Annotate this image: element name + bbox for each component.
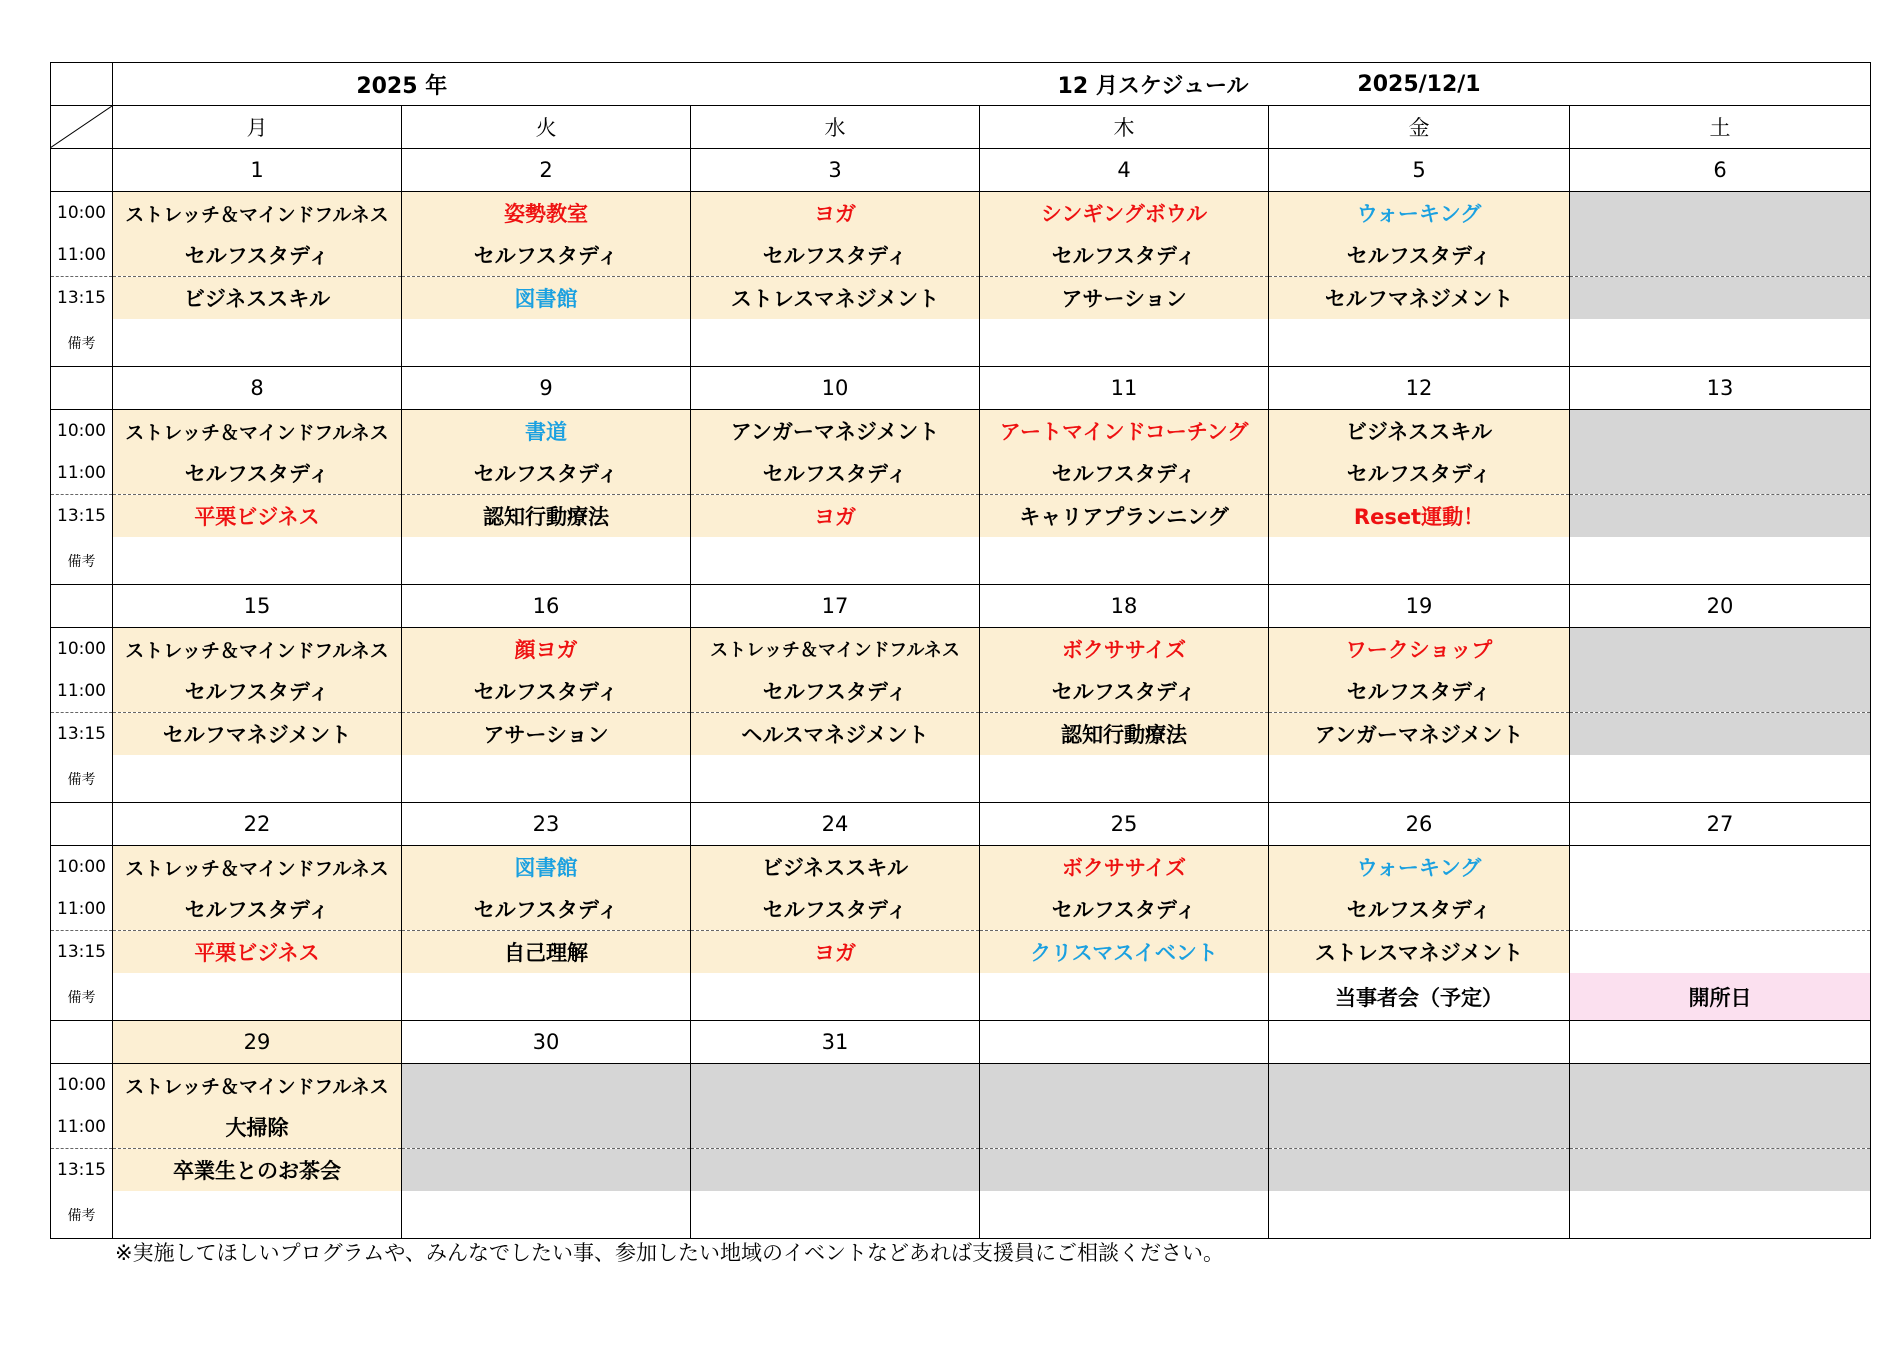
notes-cell xyxy=(402,319,691,367)
program-cell xyxy=(1570,234,1871,277)
program-cell: クリスマスイベント xyxy=(980,931,1269,974)
program-cell: セルフスタディ xyxy=(113,670,402,713)
program-cell: ストレッチ＆マインドフルネス xyxy=(691,628,980,671)
notes-cell xyxy=(1269,1191,1570,1239)
date-row-label-cell xyxy=(51,1021,113,1064)
date-number-mon: 15 xyxy=(113,585,402,628)
date-number-row xyxy=(51,803,1871,846)
time-slot-row xyxy=(51,192,1871,235)
corner-top-cell xyxy=(51,63,113,106)
time-label: 10:00 xyxy=(51,628,113,671)
program-cell: ストレッチ＆マインドフルネス xyxy=(113,846,402,889)
date-row-label-cell xyxy=(51,367,113,410)
time-slot-row xyxy=(51,888,1871,931)
program-cell xyxy=(1570,888,1871,931)
program-cell: アサーション xyxy=(980,277,1269,320)
date-number-tue: 16 xyxy=(402,585,691,628)
time-slot-row xyxy=(51,234,1871,277)
date-number-row xyxy=(51,1021,1871,1064)
program-cell xyxy=(1570,277,1871,320)
program-cell: ストレッチ＆マインドフルネス xyxy=(113,192,402,235)
program-cell: 卒業生とのお茶会 xyxy=(113,1149,402,1192)
date-number-wed: 31 xyxy=(691,1021,980,1064)
time-slot-row xyxy=(51,410,1871,453)
notes-cell xyxy=(1269,319,1570,367)
date-row-label-cell xyxy=(51,585,113,628)
program-cell xyxy=(1570,452,1871,495)
notes-cell: 当事者会（予定） xyxy=(1269,973,1570,1021)
program-cell xyxy=(402,1106,691,1149)
program-cell: 平栗ビジネス xyxy=(113,495,402,538)
date-number-fri xyxy=(1269,1021,1570,1064)
notes-cell xyxy=(980,973,1269,1021)
date-number-tue: 30 xyxy=(402,1021,691,1064)
notes-cell xyxy=(402,973,691,1021)
notes-cell xyxy=(980,537,1269,585)
time-label: 11:00 xyxy=(51,670,113,713)
date-number-thu: 4 xyxy=(980,149,1269,192)
time-slot-row xyxy=(51,1149,1871,1192)
notes-cell xyxy=(1269,755,1570,803)
program-cell: ストレスマネジメント xyxy=(691,277,980,320)
time-label: 11:00 xyxy=(51,452,113,495)
notes-cell xyxy=(1269,537,1570,585)
program-cell: ストレッチ＆マインドフルネス xyxy=(113,1064,402,1107)
program-cell: セルフスタディ xyxy=(113,452,402,495)
time-label: 11:00 xyxy=(51,1106,113,1149)
program-cell xyxy=(691,1064,980,1107)
program-cell: アンガーマネジメント xyxy=(691,410,980,453)
program-cell: セルフスタディ xyxy=(1269,234,1570,277)
date-number-wed: 10 xyxy=(691,367,980,410)
weekday-tue: 火 xyxy=(402,106,691,149)
date-number-fri: 12 xyxy=(1269,367,1570,410)
date-number-row xyxy=(51,585,1871,628)
notes-row xyxy=(51,973,1871,1021)
date-number-mon: 29 xyxy=(113,1021,402,1064)
program-cell: キャリアプランニング xyxy=(980,495,1269,538)
date-number-row xyxy=(51,367,1871,410)
date-number-fri: 19 xyxy=(1269,585,1570,628)
program-cell: ヨガ xyxy=(691,192,980,235)
date-number-thu: 25 xyxy=(980,803,1269,846)
time-slot-row xyxy=(51,277,1871,320)
weekday-row xyxy=(51,106,1871,149)
time-slot-row xyxy=(51,1064,1871,1107)
time-label: 11:00 xyxy=(51,888,113,931)
date-number-thu: 18 xyxy=(980,585,1269,628)
notes-cell xyxy=(691,537,980,585)
program-cell xyxy=(980,1064,1269,1107)
program-cell xyxy=(1570,1064,1871,1107)
notes-cell xyxy=(113,973,402,1021)
program-cell: セルフスタディ xyxy=(1269,670,1570,713)
notes-cell xyxy=(113,537,402,585)
program-cell xyxy=(691,1149,980,1192)
time-label: 13:15 xyxy=(51,277,113,320)
date-number-tue: 2 xyxy=(402,149,691,192)
notes-cell xyxy=(1570,755,1871,803)
program-cell: セルフマネジメント xyxy=(113,713,402,756)
notes-label: 備考 xyxy=(51,1191,113,1239)
time-label: 13:15 xyxy=(51,1149,113,1192)
program-cell: 姿勢教室 xyxy=(402,192,691,235)
program-cell xyxy=(1570,1106,1871,1149)
program-cell xyxy=(980,1106,1269,1149)
program-cell xyxy=(402,1064,691,1107)
notes-row xyxy=(51,1191,1871,1239)
program-cell xyxy=(1269,1149,1570,1192)
program-cell: 顔ヨガ xyxy=(402,628,691,671)
program-cell: アンガーマネジメント xyxy=(1269,713,1570,756)
program-cell: セルフスタディ xyxy=(980,452,1269,495)
notes-row xyxy=(51,319,1871,367)
program-cell: セルフスタディ xyxy=(691,888,980,931)
program-cell: ストレッチ＆マインドフルネス xyxy=(113,628,402,671)
notes-cell xyxy=(402,537,691,585)
notes-cell xyxy=(980,319,1269,367)
program-cell xyxy=(1269,1064,1570,1107)
notes-cell xyxy=(113,1191,402,1239)
date-number-thu: 11 xyxy=(980,367,1269,410)
notes-cell xyxy=(402,1191,691,1239)
notes-label: 備考 xyxy=(51,973,113,1021)
time-slot-row xyxy=(51,713,1871,756)
program-cell xyxy=(1269,1106,1570,1149)
program-cell: ビジネススキル xyxy=(691,846,980,889)
weekday-thu: 木 xyxy=(980,106,1269,149)
program-cell xyxy=(691,1106,980,1149)
title-row xyxy=(51,63,1871,106)
program-cell: セルフスタディ xyxy=(980,670,1269,713)
date-number-fri: 26 xyxy=(1269,803,1570,846)
program-cell xyxy=(1570,931,1871,974)
program-cell: セルフスタディ xyxy=(402,670,691,713)
program-cell: Reset運動！ xyxy=(1269,495,1570,538)
footnote: ※実施してほしいプログラムや、みんなでしたい事、参加したい地域のイベントなどあれば支援員にご相談ください。 xyxy=(115,1241,1224,1265)
program-cell: セルフスタディ xyxy=(980,234,1269,277)
time-label: 10:00 xyxy=(51,192,113,235)
date-number-mon: 8 xyxy=(113,367,402,410)
program-cell xyxy=(1570,713,1871,756)
notes-cell xyxy=(691,755,980,803)
date-row-label-cell xyxy=(51,803,113,846)
time-label: 10:00 xyxy=(51,846,113,889)
time-slot-row xyxy=(51,670,1871,713)
date-number-sat xyxy=(1570,1021,1871,1064)
time-label: 13:15 xyxy=(51,713,113,756)
notes-label: 備考 xyxy=(51,537,113,585)
time-label: 11:00 xyxy=(51,234,113,277)
notes-cell xyxy=(980,755,1269,803)
notes-cell xyxy=(113,755,402,803)
notes-cell xyxy=(691,973,980,1021)
program-cell: 大掃除 xyxy=(113,1106,402,1149)
time-slot-row xyxy=(51,1106,1871,1149)
schedule-sheet xyxy=(50,62,1865,1239)
program-cell xyxy=(1570,192,1871,235)
date-row-label-cell xyxy=(51,149,113,192)
program-cell xyxy=(980,1149,1269,1192)
time-label: 10:00 xyxy=(51,1064,113,1107)
time-label: 13:15 xyxy=(51,931,113,974)
program-cell: セルフスタディ xyxy=(113,234,402,277)
year-label: 2025 年 xyxy=(113,63,691,106)
time-slot-row xyxy=(51,931,1871,974)
notes-row xyxy=(51,755,1871,803)
time-label: 10:00 xyxy=(51,410,113,453)
notes-cell xyxy=(1570,319,1871,367)
corner-slash-cell xyxy=(51,106,113,149)
schedule-date: 2025/12/1 xyxy=(1269,63,1570,106)
program-cell xyxy=(1570,410,1871,453)
program-cell: ワークショップ xyxy=(1269,628,1570,671)
date-number-row xyxy=(51,149,1871,192)
notes-cell xyxy=(402,755,691,803)
program-cell: セルフスタディ xyxy=(980,888,1269,931)
program-cell: アサーション xyxy=(402,713,691,756)
date-number-sat: 20 xyxy=(1570,585,1871,628)
schedule-table xyxy=(50,62,1871,1239)
program-cell xyxy=(1570,1149,1871,1192)
notes-row xyxy=(51,537,1871,585)
program-cell: ヘルスマネジメント xyxy=(691,713,980,756)
date-number-tue: 23 xyxy=(402,803,691,846)
program-cell: セルフスタディ xyxy=(402,234,691,277)
date-number-thu xyxy=(980,1021,1269,1064)
date-number-fri: 5 xyxy=(1269,149,1570,192)
time-slot-row xyxy=(51,846,1871,889)
program-cell: ヨガ xyxy=(691,931,980,974)
date-number-wed: 17 xyxy=(691,585,980,628)
program-cell xyxy=(1570,670,1871,713)
program-cell: ヨガ xyxy=(691,495,980,538)
time-slot-row xyxy=(51,628,1871,671)
date-number-sat: 6 xyxy=(1570,149,1871,192)
time-label: 13:15 xyxy=(51,495,113,538)
date-number-sat: 27 xyxy=(1570,803,1871,846)
notes-cell xyxy=(1570,1191,1871,1239)
program-cell: ストレッチ＆マインドフルネス xyxy=(113,410,402,453)
notes-cell xyxy=(980,1191,1269,1239)
program-cell: 図書館 xyxy=(402,846,691,889)
program-cell: ウォーキング xyxy=(1269,846,1570,889)
notes-label: 備考 xyxy=(51,319,113,367)
time-slot-row xyxy=(51,452,1871,495)
program-cell xyxy=(1570,628,1871,671)
weekday-mon: 月 xyxy=(113,106,402,149)
program-cell: 認知行動療法 xyxy=(980,713,1269,756)
program-cell: 図書館 xyxy=(402,277,691,320)
date-number-tue: 9 xyxy=(402,367,691,410)
program-cell: セルフスタディ xyxy=(691,452,980,495)
program-cell: 平栗ビジネス xyxy=(113,931,402,974)
notes-cell xyxy=(113,319,402,367)
program-cell: シンギングボウル xyxy=(980,192,1269,235)
program-cell: セルフスタディ xyxy=(1269,452,1570,495)
time-slot-row xyxy=(51,495,1871,538)
weekday-fri: 金 xyxy=(1269,106,1570,149)
date-number-wed: 3 xyxy=(691,149,980,192)
weekday-wed: 水 xyxy=(691,106,980,149)
program-cell: アートマインドコーチング xyxy=(980,410,1269,453)
program-cell: セルフスタディ xyxy=(113,888,402,931)
program-cell: ビジネススキル xyxy=(1269,410,1570,453)
program-cell: ボクササイズ xyxy=(980,628,1269,671)
program-cell: セルフスタディ xyxy=(1269,888,1570,931)
date-number-sat: 13 xyxy=(1570,367,1871,410)
program-cell: 自己理解 xyxy=(402,931,691,974)
program-cell xyxy=(402,1149,691,1192)
program-cell: セルフスタディ xyxy=(691,234,980,277)
date-number-mon: 22 xyxy=(113,803,402,846)
notes-cell: 開所日 xyxy=(1570,973,1871,1021)
month-title: 12 月スケジュール xyxy=(691,63,1269,106)
program-cell: ボクササイズ xyxy=(980,846,1269,889)
notes-cell xyxy=(691,1191,980,1239)
program-cell: 書道 xyxy=(402,410,691,453)
notes-label: 備考 xyxy=(51,755,113,803)
program-cell: セルフマネジメント xyxy=(1269,277,1570,320)
weekday-sat: 土 xyxy=(1570,106,1871,149)
notes-cell xyxy=(1570,537,1871,585)
program-cell: 認知行動療法 xyxy=(402,495,691,538)
program-cell: ビジネススキル xyxy=(113,277,402,320)
program-cell: セルフスタディ xyxy=(402,452,691,495)
program-cell xyxy=(1570,846,1871,889)
program-cell xyxy=(1570,495,1871,538)
notes-cell xyxy=(691,319,980,367)
program-cell: ストレスマネジメント xyxy=(1269,931,1570,974)
title-spacer xyxy=(1570,63,1871,106)
program-cell: セルフスタディ xyxy=(691,670,980,713)
date-number-mon: 1 xyxy=(113,149,402,192)
program-cell: セルフスタディ xyxy=(402,888,691,931)
program-cell: ウォーキング xyxy=(1269,192,1570,235)
date-number-wed: 24 xyxy=(691,803,980,846)
